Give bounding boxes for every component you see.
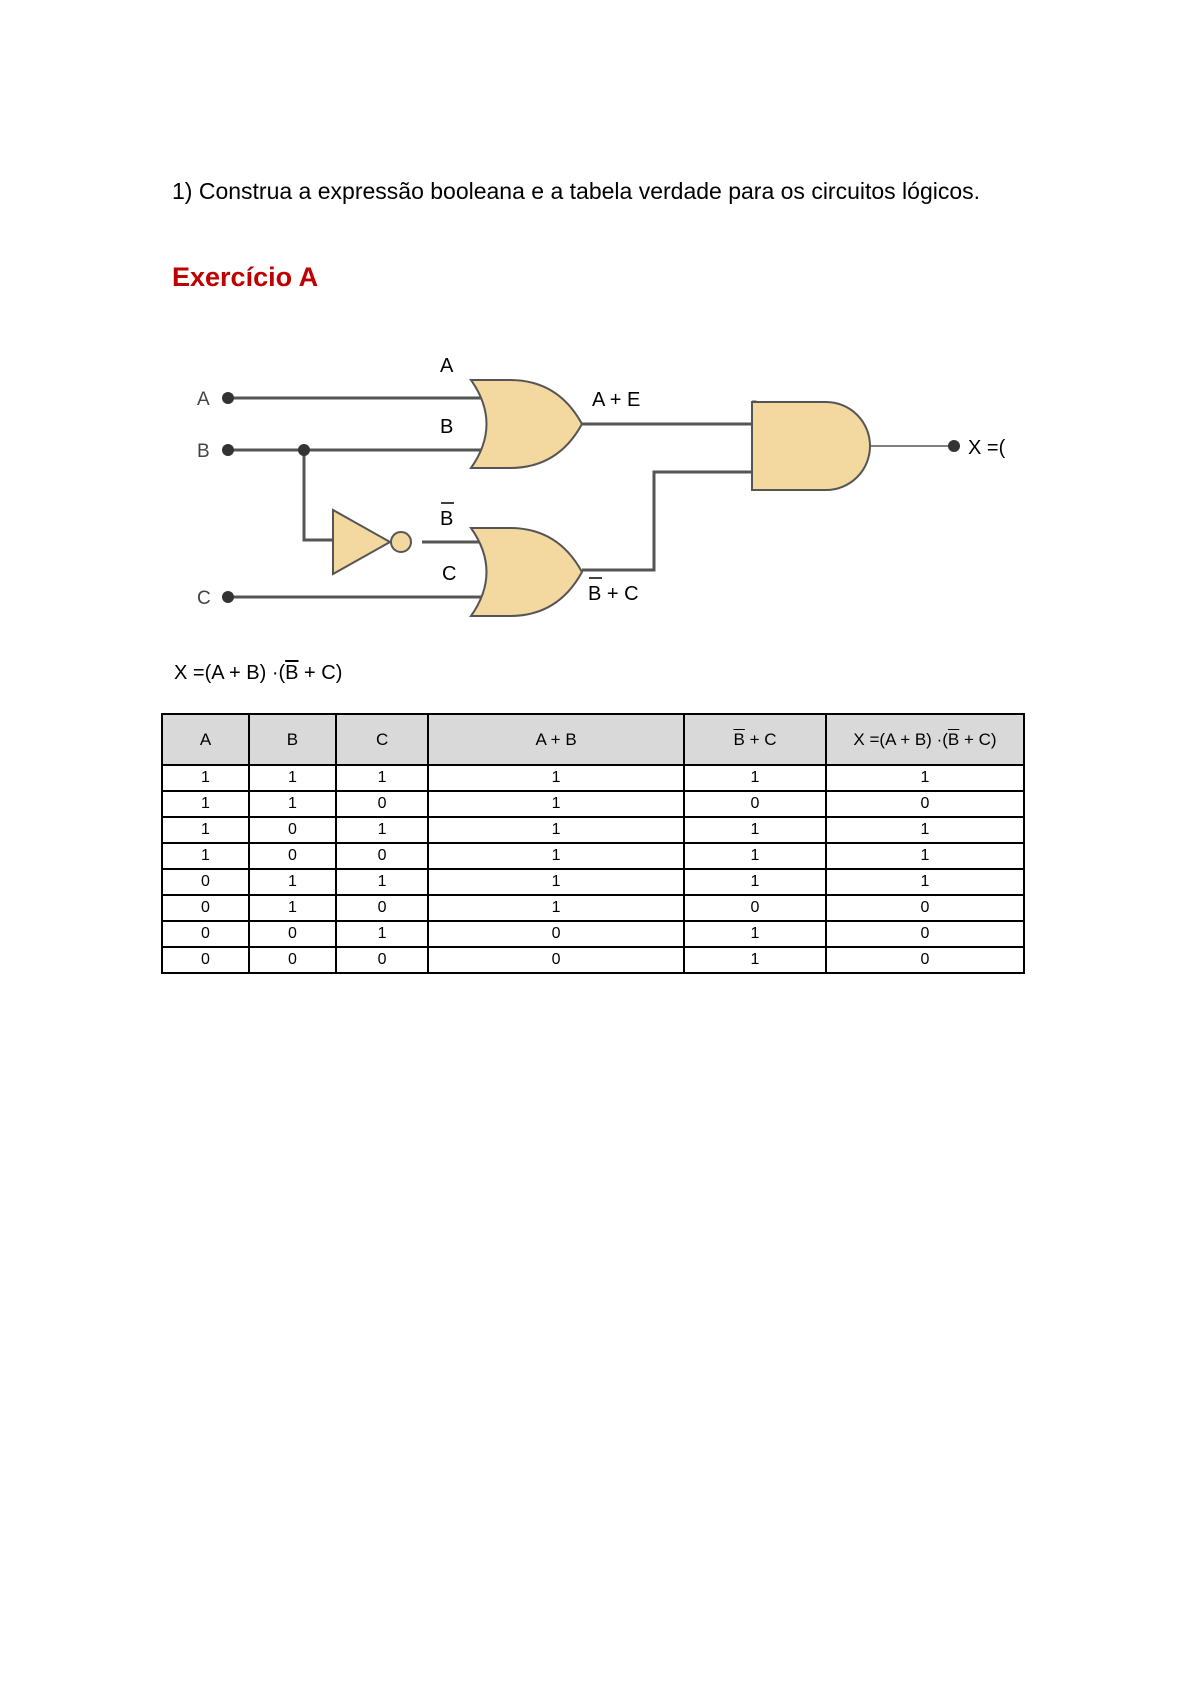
table-cell: 1 [684, 947, 826, 973]
table-cell: 1 [684, 765, 826, 791]
table-cell: 0 [336, 895, 428, 921]
table-cell: 1 [249, 765, 336, 791]
table-cell: 1 [336, 869, 428, 895]
table-cell: 0 [162, 895, 249, 921]
junction-b [298, 444, 310, 456]
table-cell: 0 [162, 947, 249, 973]
question-text: 1) Construa a expressão booleana e a tabela verdade para os circuitos lógicos. [172, 178, 981, 204]
or1-output-label: A + E [592, 389, 641, 411]
and-gate [752, 402, 870, 490]
gates [333, 380, 870, 616]
table-cell: 1 [336, 817, 428, 843]
input-label-c: C [197, 588, 211, 609]
or-gate-2 [471, 528, 582, 616]
table-cell: 1 [428, 869, 684, 895]
table-cell: 0 [336, 843, 428, 869]
input-label-a: A [197, 389, 210, 410]
table-row [162, 947, 1024, 973]
terminal-b [222, 444, 234, 456]
table-cell: 1 [249, 869, 336, 895]
table-cell: 1 [162, 765, 249, 791]
table-row [162, 791, 1024, 817]
table-cell: 0 [336, 947, 428, 973]
not-bubble [391, 532, 411, 552]
table-cell: 0 [826, 921, 1024, 947]
table-cell: 0 [684, 895, 826, 921]
table-cell: 1 [684, 843, 826, 869]
table-cell: 1 [162, 817, 249, 843]
table-row [162, 895, 1024, 921]
or2-output-label [588, 583, 639, 605]
table-row [162, 921, 1024, 947]
or2-output-negated: B [588, 583, 602, 605]
table-row [162, 869, 1024, 895]
header-a: A [162, 714, 249, 765]
table-cell: 0 [162, 921, 249, 947]
boolean-expression [174, 662, 342, 685]
header-b: B [249, 714, 336, 765]
table-cell: 1 [826, 869, 1024, 895]
table-row [162, 765, 1024, 791]
table-cell: 1 [249, 895, 336, 921]
terminal-x [948, 440, 960, 452]
table-cell: 0 [826, 947, 1024, 973]
table-cell: 0 [428, 947, 684, 973]
table-cell: 0 [249, 843, 336, 869]
expr-suffix: + C) [298, 662, 343, 684]
exercise-heading: Exercício A [172, 262, 319, 292]
header-x-prefix: X =(A + B) ·( [853, 729, 948, 749]
table-cell: 1 [162, 791, 249, 817]
table-cell: 1 [826, 765, 1024, 791]
table-cell: 0 [249, 817, 336, 843]
table-row [162, 843, 1024, 869]
or2-output-rest: + C [601, 583, 639, 605]
or-gate-1 [471, 380, 582, 468]
wire-or2-out [582, 472, 752, 570]
table-cell: 0 [826, 791, 1024, 817]
terminal-c [222, 591, 234, 603]
or1-label-a: A [440, 355, 454, 377]
table-cell: 1 [336, 765, 428, 791]
table-cell: 0 [249, 947, 336, 973]
not-output-label: B [440, 508, 454, 530]
table-cell: 1 [428, 791, 684, 817]
table-cell: 1 [428, 895, 684, 921]
truth-table-header [162, 714, 1024, 765]
header-a-or-b: A + B [428, 714, 684, 765]
table-cell: 1 [684, 869, 826, 895]
table-cell: 1 [249, 791, 336, 817]
terminal-a [222, 392, 234, 404]
header-x-suffix: + C) [959, 729, 997, 749]
table-cell: 1 [428, 817, 684, 843]
table-cell: 0 [336, 791, 428, 817]
or2-label-c: C [442, 563, 457, 585]
table-cell: 0 [826, 895, 1024, 921]
logic-circuit-diagram [180, 340, 1060, 630]
header-not-b: $\overline{B}$ [733, 729, 745, 749]
header-x [826, 714, 1024, 765]
truth-table [161, 713, 1025, 974]
header-not-b-or-c [684, 714, 826, 765]
table-cell: 1 [826, 817, 1024, 843]
table-cell: 0 [428, 921, 684, 947]
table-cell: 0 [684, 791, 826, 817]
table-row [162, 817, 1024, 843]
table-cell: 1 [684, 921, 826, 947]
or1-label-b: B [440, 416, 454, 438]
not-gate [333, 510, 390, 574]
table-cell: 0 [162, 869, 249, 895]
output-label-x: X =( [968, 437, 1006, 459]
expr-prefix: X =(A + B) ·( [174, 662, 286, 684]
input-label-b: B [197, 441, 210, 462]
header-x-negated: $\overline{B}$ [947, 729, 960, 749]
table-cell: 1 [428, 843, 684, 869]
table-cell: 1 [336, 921, 428, 947]
table-cell: 1 [684, 817, 826, 843]
header-c: C [336, 714, 428, 765]
table-cell: 0 [249, 921, 336, 947]
table-cell: 1 [428, 765, 684, 791]
expr-negated: $\overline{B}$ [285, 662, 299, 684]
table-cell: 1 [826, 843, 1024, 869]
header-or-c: + C [744, 729, 777, 749]
table-cell: 1 [162, 843, 249, 869]
